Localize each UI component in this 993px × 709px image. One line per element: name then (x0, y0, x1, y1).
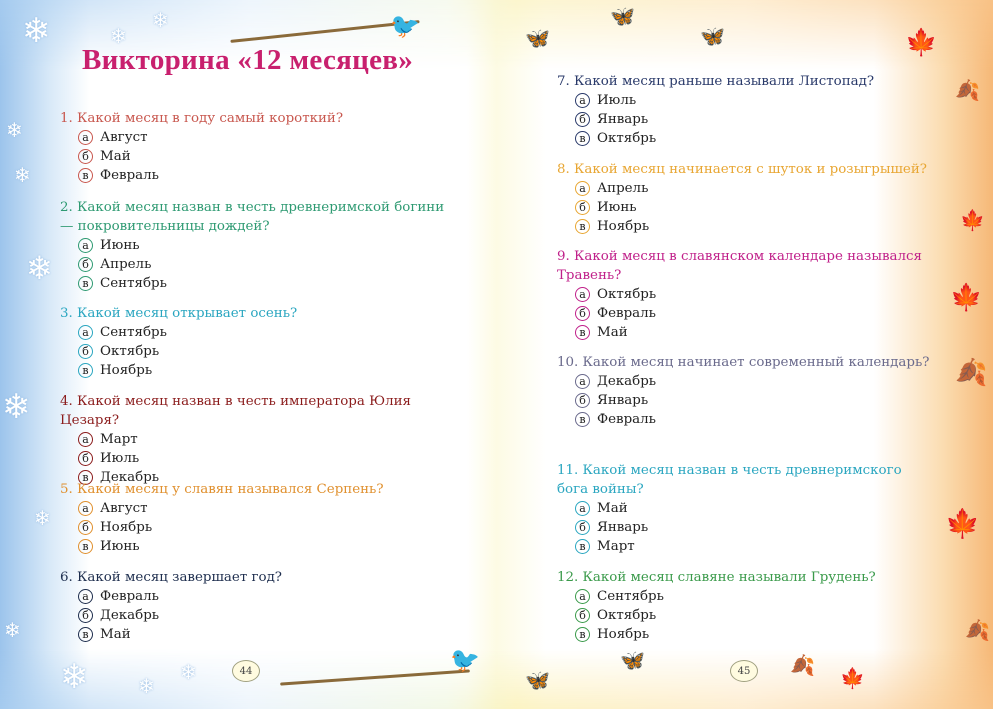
answer-option (78, 236, 450, 255)
bird-icon: 🐦 (450, 646, 480, 674)
option-letter-badge: б (78, 451, 93, 466)
question-7 (557, 72, 937, 148)
question-text: 5. Какой месяц у славян назывался Серпень? (60, 482, 384, 497)
question-text: 3. Какой месяц открывает осень? (60, 306, 298, 321)
question-2 (60, 198, 450, 293)
answer-option (575, 606, 937, 625)
snowflake-icon: ❄ (22, 11, 51, 51)
option-text: Март (100, 432, 138, 447)
question-11 (557, 461, 933, 556)
question-text: 11. Какой месяц назван в честь древнеримского бога войны? (557, 463, 902, 497)
option-text: Октябрь (597, 131, 657, 146)
answer-option (78, 606, 450, 625)
answer-option (575, 129, 937, 148)
question-1 (60, 109, 450, 185)
question-text: 12. Какой месяц славяне называли Грудень? (557, 570, 876, 585)
option-text: Апрель (100, 257, 152, 272)
answer-option (575, 410, 933, 429)
option-letter-badge: в (78, 539, 93, 554)
option-letter-badge: б (78, 520, 93, 535)
option-text: Август (100, 130, 148, 145)
option-letter-badge: в (575, 627, 590, 642)
answer-option (575, 198, 937, 217)
question-text: 4. Какой месяц назван в честь императора Юлия Цезаря? (60, 394, 411, 428)
question-text: 1. Какой месяц в году самый короткий? (60, 111, 344, 126)
leaf-icon: 🍁 (950, 283, 983, 313)
answer-option (78, 499, 450, 518)
option-text: Июнь (100, 238, 140, 253)
option-letter-badge: а (575, 287, 590, 302)
option-letter-badge: в (78, 168, 93, 183)
option-text: Сентябрь (100, 276, 167, 291)
answer-option (78, 128, 450, 147)
answer-option (575, 372, 933, 391)
answer-option (78, 255, 450, 274)
option-text: Июль (100, 451, 140, 466)
option-letter-badge: в (78, 627, 93, 642)
answer-option (78, 323, 450, 342)
answer-option (575, 304, 937, 323)
option-letter-badge: в (78, 363, 93, 378)
question-text: 9. Какой месяц в славянском календаре назывался Травень? (557, 249, 922, 283)
option-text: Октябрь (597, 287, 657, 302)
option-letter-badge: б (78, 257, 93, 272)
question-4 (60, 392, 460, 487)
option-text: Октябрь (597, 608, 657, 623)
answer-option (575, 537, 933, 556)
leaf-icon: 🍂 (955, 78, 980, 102)
option-text: Февраль (597, 306, 656, 321)
option-letter-badge: в (78, 276, 93, 291)
page-number-left: 44 (232, 660, 260, 682)
option-text: Апрель (597, 181, 649, 196)
snowflake-icon: ❄ (14, 163, 31, 187)
option-letter-badge: а (78, 432, 93, 447)
question-8 (557, 160, 937, 236)
answer-option (78, 147, 450, 166)
option-letter-badge: а (78, 501, 93, 516)
butterfly-icon: 🦋 (525, 668, 550, 692)
option-text: Сентябрь (597, 589, 664, 604)
option-text: Май (100, 149, 131, 164)
answer-option (78, 274, 450, 293)
option-letter-badge: б (575, 306, 590, 321)
butterfly-icon: 🦋 (700, 24, 725, 48)
question-9 (557, 247, 937, 342)
option-text: Ноябрь (597, 219, 650, 234)
option-text: Январь (597, 520, 649, 535)
option-letter-badge: в (575, 412, 590, 427)
bird-icon: 🐦 (390, 12, 420, 40)
option-text: Июнь (100, 539, 140, 554)
answer-option (575, 518, 933, 537)
leaf-icon: 🍂 (790, 653, 815, 677)
snowflake-icon: ❄ (4, 618, 21, 642)
butterfly-icon: 🦋 (620, 648, 645, 672)
option-letter-badge: а (575, 589, 590, 604)
question-text: 7. Какой месяц раньше называли Листопад? (557, 74, 875, 89)
snowflake-icon: ❄ (180, 660, 197, 684)
page-number-right: 45 (730, 660, 758, 682)
option-text: Ноябрь (100, 520, 153, 535)
option-letter-badge: б (575, 112, 590, 127)
option-text: Сентябрь (100, 325, 167, 340)
option-text: Август (100, 501, 148, 516)
question-text: 10. Какой месяц начинает современный календарь? (557, 355, 930, 370)
leaf-icon: 🍁 (840, 666, 865, 690)
question-12 (557, 568, 937, 644)
snowflake-icon: ❄ (2, 387, 31, 427)
option-text: Июнь (597, 200, 637, 215)
answer-option (575, 217, 937, 236)
question-10 (557, 353, 933, 429)
answer-option (78, 166, 450, 185)
leaf-icon: 🍂 (965, 618, 990, 642)
option-text: Ноябрь (597, 627, 650, 642)
option-letter-badge: б (575, 608, 590, 623)
answer-option (78, 518, 450, 537)
answer-option (78, 361, 450, 380)
option-text: Май (597, 325, 628, 340)
snowflake-icon: ❄ (60, 657, 89, 697)
snowflake-icon: ❄ (34, 506, 51, 530)
option-text: Июль (597, 93, 637, 108)
option-letter-badge: в (575, 219, 590, 234)
option-text: Декабрь (597, 374, 657, 389)
option-letter-badge: а (575, 93, 590, 108)
option-text: Январь (597, 393, 649, 408)
option-text: Декабрь (100, 608, 160, 623)
leaf-icon: 🍁 (945, 507, 980, 540)
option-letter-badge: а (575, 374, 590, 389)
option-text: Май (597, 501, 628, 516)
option-text: Ноябрь (100, 363, 153, 378)
option-letter-badge: а (575, 501, 590, 516)
snowflake-icon: ❄ (110, 24, 127, 48)
answer-option (575, 587, 937, 606)
answer-option (78, 342, 450, 361)
option-letter-badge: в (78, 470, 93, 485)
leaf-icon: 🍁 (905, 28, 938, 58)
option-letter-badge: в (575, 131, 590, 146)
option-text: Октябрь (100, 344, 160, 359)
answer-option (575, 499, 933, 518)
snowflake-icon: ❄ (138, 674, 155, 698)
option-letter-badge: а (78, 238, 93, 253)
leaf-icon: 🍁 (960, 208, 985, 232)
answer-option (575, 91, 937, 110)
question-3 (60, 304, 450, 380)
page-title: Викторина «12 месяцев» (82, 44, 414, 76)
answer-option (78, 449, 460, 468)
option-text: Март (597, 539, 635, 554)
option-text: Декабрь (100, 470, 160, 485)
leaf-icon: 🍂 (955, 358, 988, 388)
butterfly-icon: 🦋 (525, 26, 550, 50)
snowflake-icon: ❄ (26, 249, 53, 287)
option-letter-badge: а (78, 130, 93, 145)
option-letter-badge: а (78, 589, 93, 604)
option-letter-badge: в (575, 325, 590, 340)
question-6 (60, 568, 450, 644)
answer-option (575, 285, 937, 304)
answer-option (78, 625, 450, 644)
answer-option (575, 110, 937, 129)
question-5 (60, 480, 450, 556)
option-text: Февраль (100, 168, 159, 183)
option-letter-badge: б (575, 393, 590, 408)
snowflake-icon: ❄ (152, 8, 169, 32)
answer-option (78, 587, 450, 606)
snowflake-icon: ❄ (6, 118, 23, 142)
option-letter-badge: б (575, 520, 590, 535)
question-text: 2. Какой месяц назван в честь древнеримской богини — покровительницы дождей? (60, 200, 445, 234)
answer-option (575, 625, 937, 644)
option-letter-badge: а (78, 325, 93, 340)
option-text: Февраль (597, 412, 656, 427)
question-text: 6. Какой месяц завершает год? (60, 570, 282, 585)
option-letter-badge: а (575, 181, 590, 196)
answer-option (575, 323, 937, 342)
option-letter-badge: б (78, 608, 93, 623)
answer-option (575, 179, 937, 198)
question-text: 8. Какой месяц начинается с шуток и розыгрышей? (557, 162, 927, 177)
option-letter-badge: б (78, 344, 93, 359)
butterfly-icon: 🦋 (610, 4, 635, 28)
option-letter-badge: б (78, 149, 93, 164)
answer-option (78, 537, 450, 556)
option-text: Май (100, 627, 131, 642)
option-letter-badge: б (575, 200, 590, 215)
answer-option (575, 391, 933, 410)
option-letter-badge: в (575, 539, 590, 554)
answer-option (78, 430, 460, 449)
option-text: Январь (597, 112, 649, 127)
option-text: Февраль (100, 589, 159, 604)
